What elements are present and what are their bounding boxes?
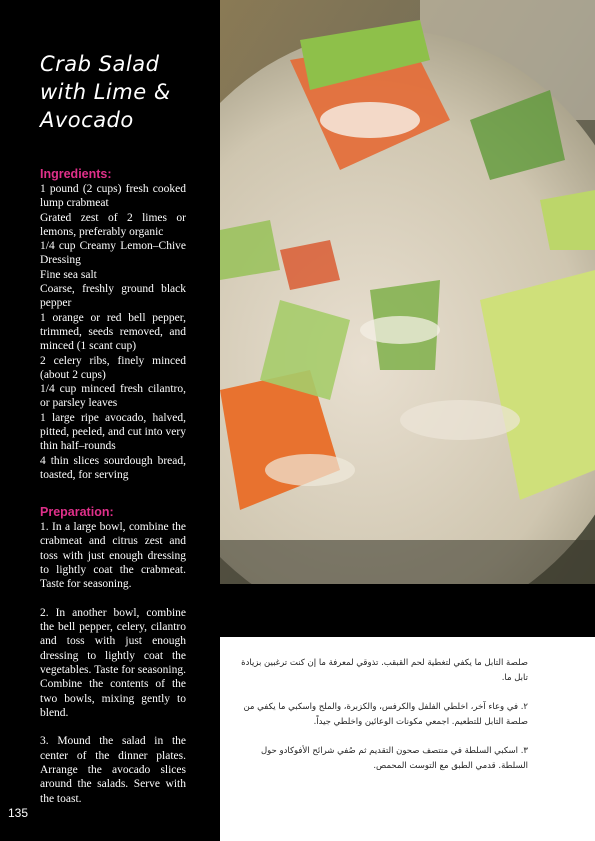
page-number: 135 xyxy=(8,806,29,820)
arabic-paragraph: ٣. اسكبي السلطة في منتصف صحون التقديم ثم صُفي شرائح الأفوكادو حول السلطة. قدمي الطبق مع التوست المحمص. xyxy=(260,746,528,771)
arabic-paragraph: صلصة التابل ما يكفي لتغطية لحم القبقب. تذوقي لمعرفة ما إن كنت ترغبين بزيادة تابل ما. xyxy=(241,658,528,683)
ingredient-item: 1/4 cup minced fresh cilantro, or parsley leaves xyxy=(40,383,186,410)
arabic-paragraph: ٢. في وعاء آخر، اخلطي الفلفل والكرفس، والكزبرة، والملح واسكبي ما يكفي من صلصة التابل للتطعيم. اجمعي مكونات الوعائين واخلطي جيداً. xyxy=(243,702,528,727)
preparation-step: 1. In a large bowl, combine the crabmeat and citrus zest and toss with just enough dressing to lightly coat the crabmeat. Taste for seasoning. xyxy=(40,521,186,591)
arabic-translation xyxy=(238,656,528,788)
ingredient-item: 1/4 cup Creamy Lemon–Chive Dressing xyxy=(40,240,186,267)
ingredient-item: 1 orange or red bell pepper, trimmed, seeds removed, and minced (1 scant cup) xyxy=(40,311,186,353)
title-line: Crab Salad xyxy=(40,52,160,76)
salad-photo-illustration xyxy=(220,0,595,584)
preparation-heading: Preparation: xyxy=(40,505,114,519)
preparation-list xyxy=(40,520,186,820)
ingredient-item: Coarse, freshly ground black pepper xyxy=(40,283,186,310)
preparation-step: 2. In another bowl, combine the bell pepper, celery, cilantro and toss with just enough dressing to lightly coat the vegetables. Taste for seasoning. Combine the contents of the two bowls, mixing gently to blend. xyxy=(40,606,186,719)
salad-photo xyxy=(220,0,595,584)
ingredient-item: 4 thin slices sourdough bread, toasted, for serving xyxy=(40,454,186,481)
recipe-title xyxy=(40,50,215,134)
preparation-step: 3. Mound the salad in the center of the dinner plates. Arrange the avocado slices around the salads. Serve with the toast. xyxy=(40,735,186,805)
ingredient-item: Grated zest of 2 limes or lemons, preferably organic xyxy=(40,211,186,238)
black-band xyxy=(220,584,595,637)
title-line: Avocado xyxy=(40,108,134,132)
title-line: with Lime & xyxy=(40,80,171,104)
left-text-column xyxy=(0,0,220,841)
ingredients-heading: Ingredients: xyxy=(40,167,112,181)
ingredient-item: 1 pound (2 cups) fresh cooked lump crabmeat xyxy=(40,183,186,210)
ingredient-item: 2 celery ribs, finely minced (about 2 cups) xyxy=(40,354,186,381)
ingredient-item: Fine sea salt xyxy=(40,268,97,281)
ingredients-list xyxy=(40,182,186,482)
ingredient-item: 1 large ripe avocado, halved, pitted, peeled, and cut into very thin half–rounds xyxy=(40,411,186,453)
